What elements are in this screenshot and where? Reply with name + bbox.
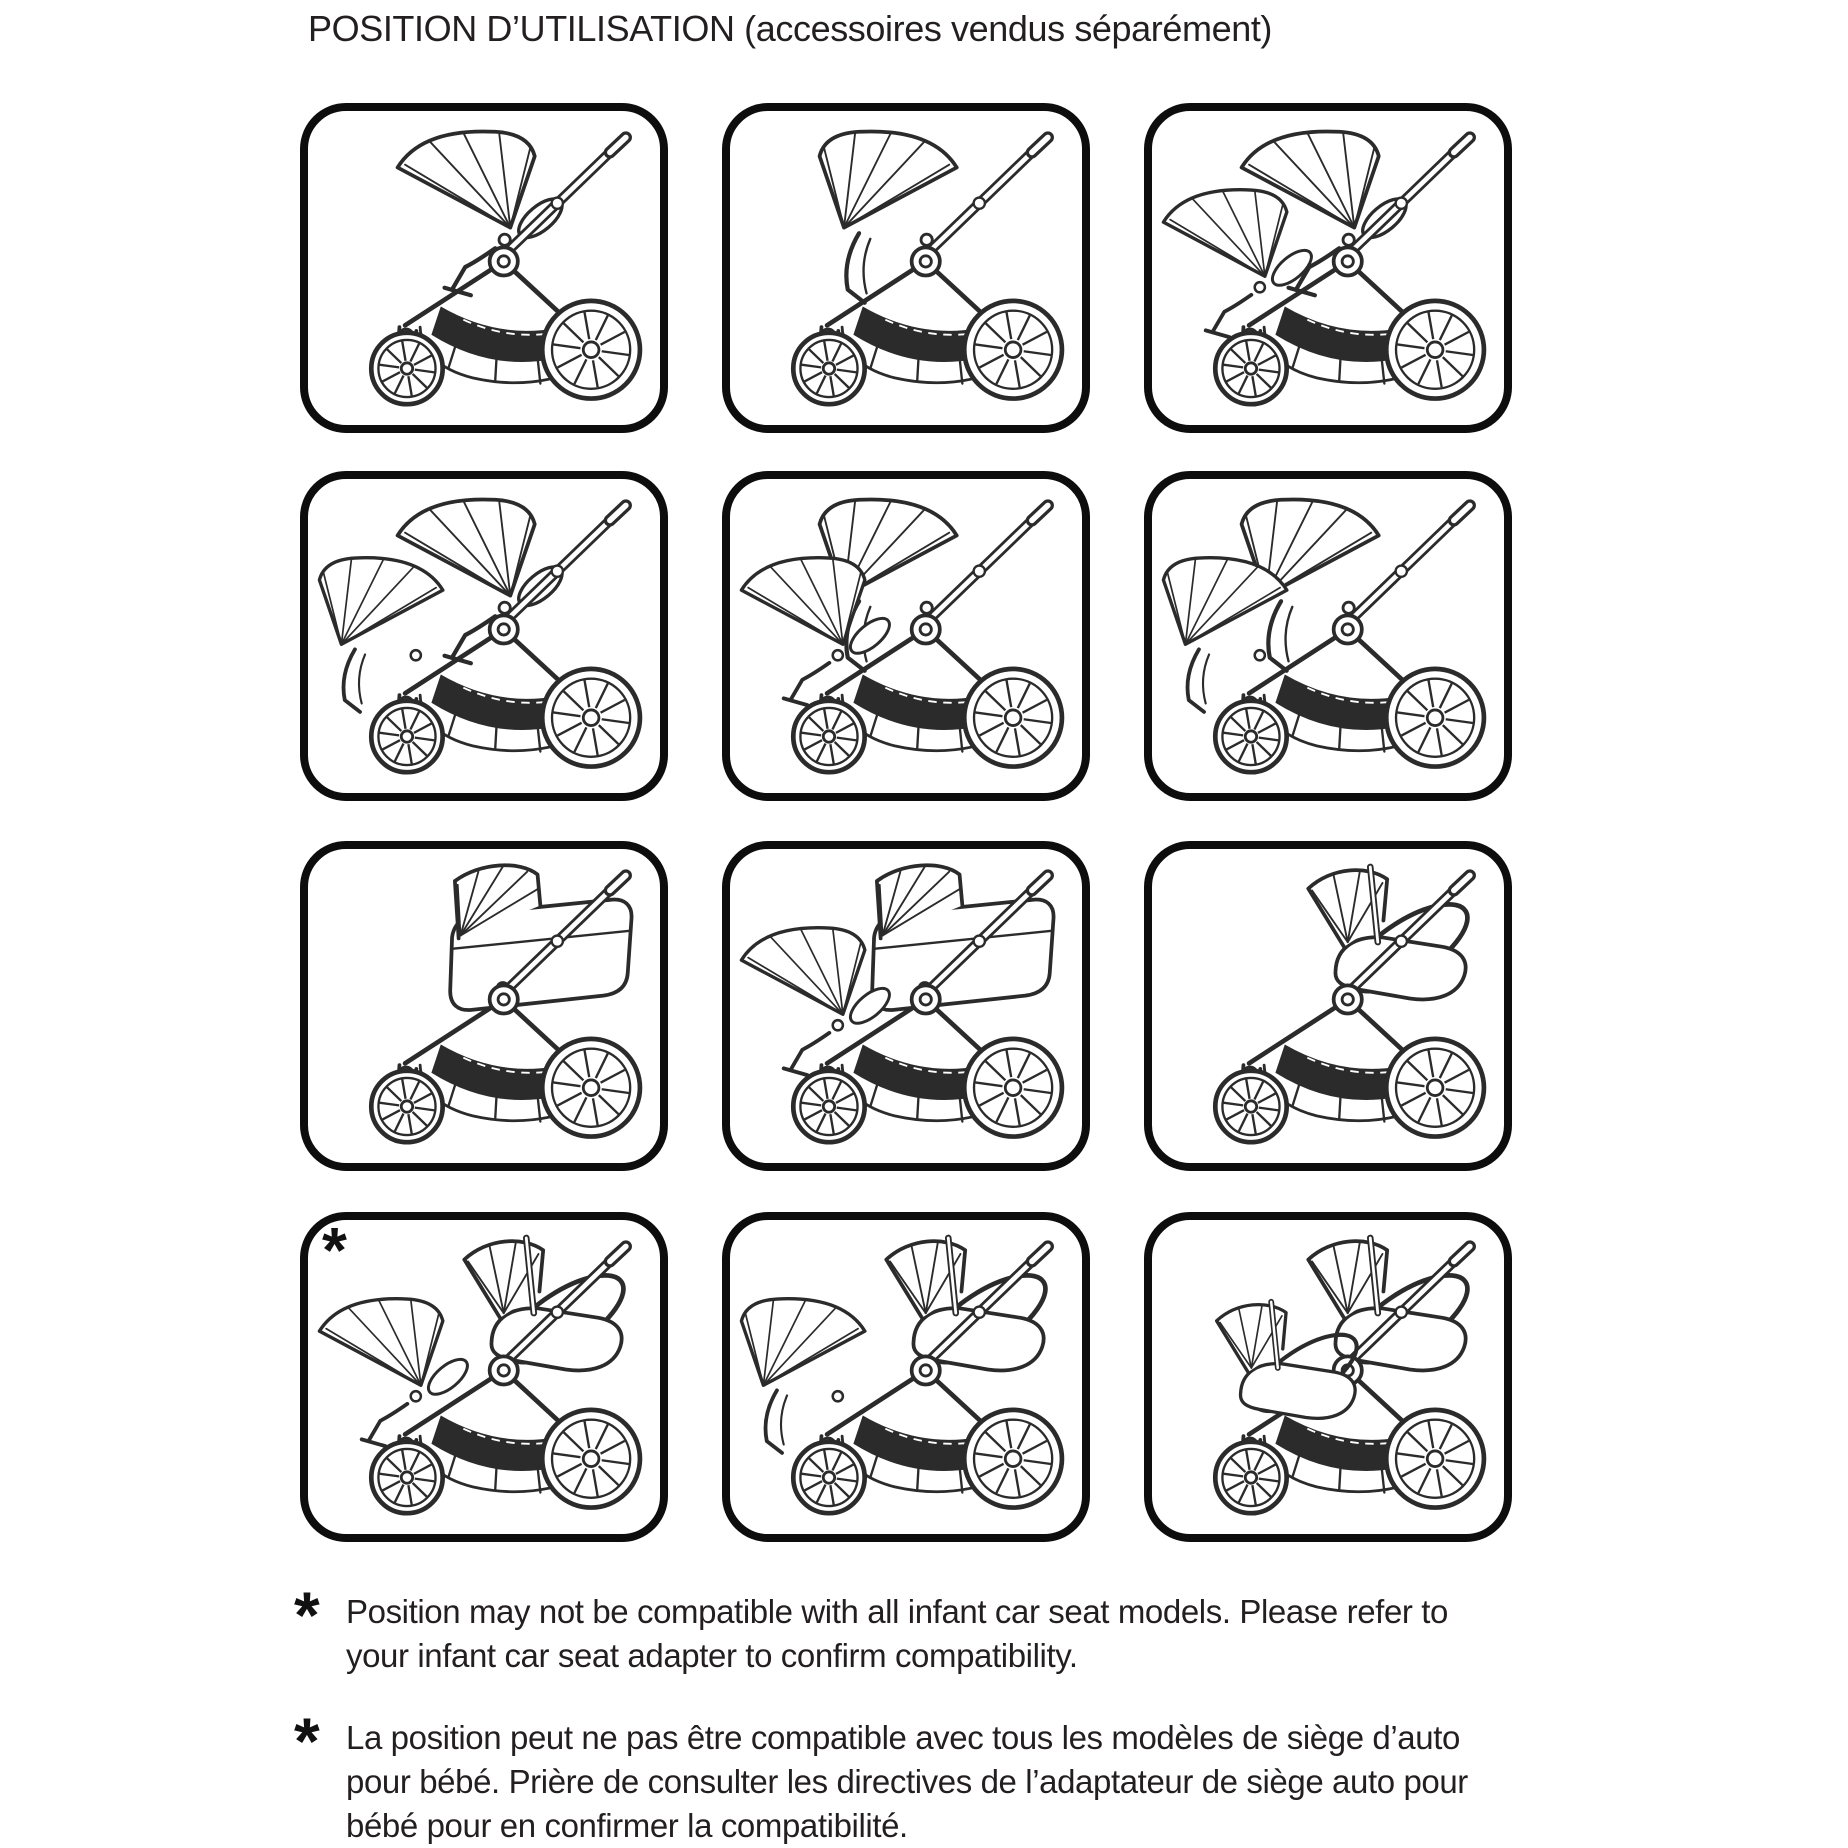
stroller-illustration-r4c1 — [310, 1222, 658, 1532]
position-cell-r1c3 — [1144, 103, 1512, 433]
position-cell-r4c3 — [1144, 1212, 1512, 1542]
position-cell-r3c1 — [300, 841, 668, 1171]
footnote-line: pour bébé. Prière de consulter les directives de l’adaptateur de siège auto pour — [346, 1763, 1468, 1800]
stroller-illustration-r1c3 — [1154, 113, 1502, 423]
stroller-illustration-r3c3 — [1154, 851, 1502, 1161]
footnote-line: your infant car seat adapter to confirm compatibility. — [346, 1637, 1078, 1674]
position-cell-r2c3 — [1144, 471, 1512, 801]
position-cell-r3c3 — [1144, 841, 1512, 1171]
stroller-illustration-r4c2 — [732, 1222, 1080, 1532]
position-cell-r1c2 — [722, 103, 1090, 433]
stroller-illustration-r2c2 — [732, 481, 1080, 791]
stroller-illustration-r3c2 — [732, 851, 1080, 1161]
asterisk-icon: * — [294, 1704, 320, 1778]
stroller-illustration-r1c1 — [310, 113, 658, 423]
footnote-en — [294, 1578, 1448, 1678]
stroller-illustration-r2c1 — [310, 481, 658, 791]
footnote-line: Position may not be compatible with all infant car seat models. Please refer to — [346, 1593, 1448, 1630]
position-cell-r4c2 — [722, 1212, 1090, 1542]
position-cell-r2c1 — [300, 471, 668, 801]
footnote-text-fr — [346, 1716, 1468, 1848]
page-title: POSITION D’UTILISATION (accessoires vendus séparément) — [308, 8, 1273, 49]
position-cell-r4c1 — [300, 1212, 668, 1542]
footnote-line: bébé pour en confirmer la compatibilité. — [346, 1807, 908, 1844]
position-cell-r1c1 — [300, 103, 668, 433]
stroller-illustration-r3c1 — [310, 851, 658, 1161]
footnote-fr — [294, 1704, 1468, 1848]
asterisk-icon: * — [322, 1214, 347, 1286]
stroller-illustration-r4c3 — [1154, 1222, 1502, 1532]
footnote-line: La position peut ne pas être compatible avec tous les modèles de siège d’auto — [346, 1719, 1460, 1756]
position-cell-r2c2 — [722, 471, 1090, 801]
asterisk-icon: * — [294, 1578, 320, 1652]
stroller-illustration-r1c2 — [732, 113, 1080, 423]
stroller-illustration-r2c3 — [1154, 481, 1502, 791]
footnote-text-en — [346, 1590, 1448, 1678]
position-cell-r3c2 — [722, 841, 1090, 1171]
